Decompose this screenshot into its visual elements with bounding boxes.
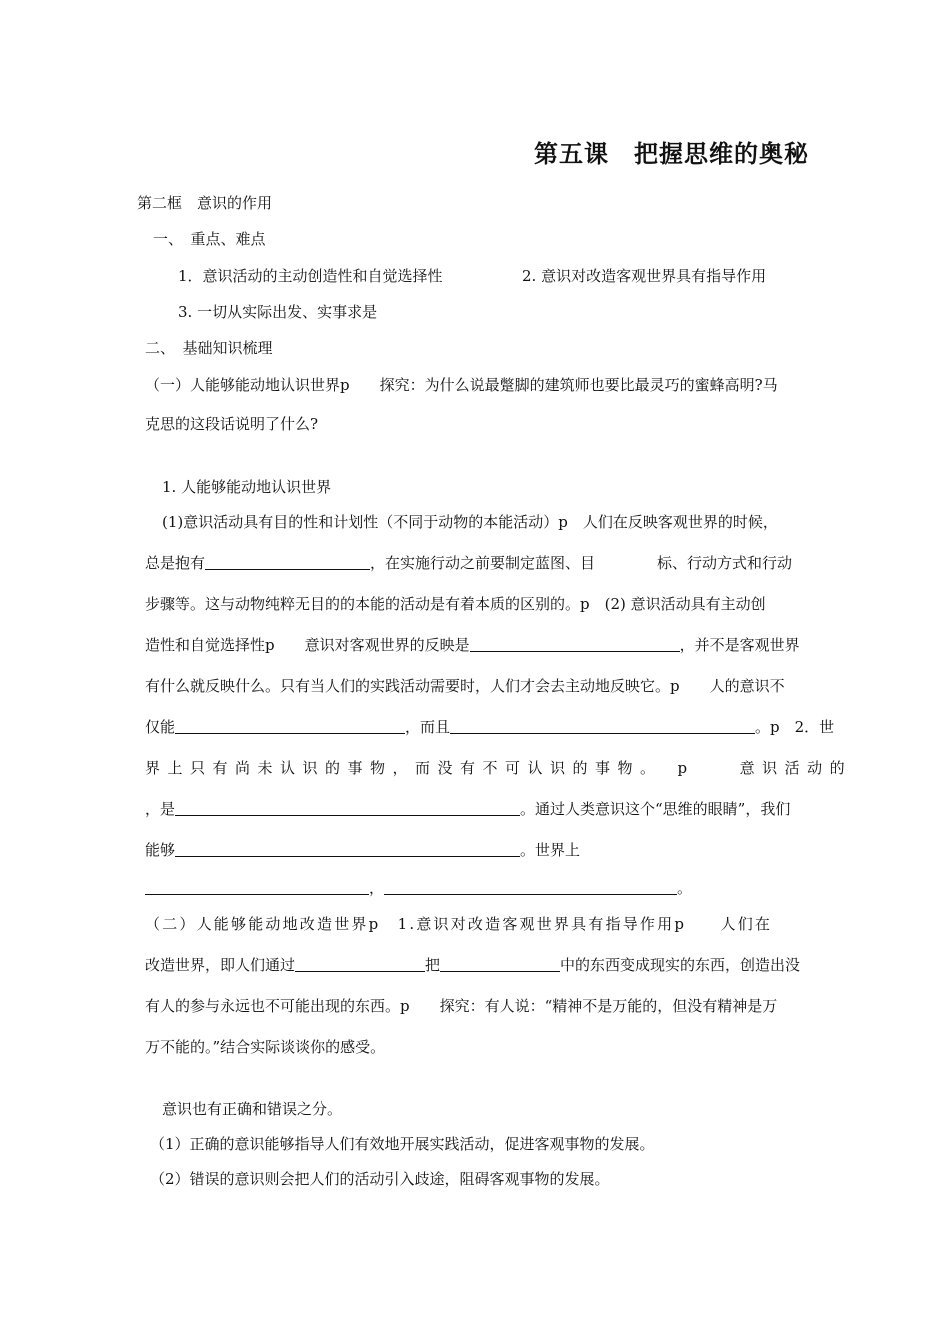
part2-line-4: 万不能的。”结合实际谈谈你的感受。 [145,1038,386,1056]
fill-blank-2[interactable] [470,637,680,652]
text: 中的东西变成现实的东西，创造出没 [560,956,801,974]
note-3: （2）错误的意识则会把人们的活动引入歧途，阻碍客观事物的发展。 [150,1170,610,1188]
key-point-1: 1．意识活动的主动创造性和自觉选择性 [178,267,443,285]
text: 改造世界，即人们通过 [145,956,296,974]
text: 总是抱有 [145,554,206,572]
text: 。世界上 [520,841,581,859]
text: ，而且 [405,718,451,736]
text: ， [369,879,385,897]
text: 。通过人类意识这个“思维的眼睛”，我们 [520,800,791,818]
text: 。p 2．世 [755,718,835,736]
note-1: 意识也有正确和错误之分。 [162,1100,343,1118]
fill-blank-7[interactable] [145,880,369,895]
part2-line-1: （二）人能够能动地改造世界p 1.意识对改造客观世界具有指导作用p 人们在 [145,915,773,933]
fill-blank-4[interactable] [450,719,755,734]
text: ，在实施行动之前要制定蓝图、目 [370,554,596,572]
fill-blank-3[interactable] [175,719,405,734]
text: 造性和自觉选择性p 意识对客观世界的反映是 [145,636,470,654]
text: 标、行动方式和行动 [657,554,793,572]
part2-line-3: 有人的参与永远也不可能出现的东西。p 探究：有人说：“精神不是万能的，但没有精神是万 [145,997,778,1015]
fill-blank-10[interactable] [440,957,560,972]
page-title: 第五课 把握思维的奥秘 [534,140,809,168]
text: ，并不是客观世界 [679,636,800,654]
fill-blank-5[interactable] [175,801,520,816]
paragraph-line-7: 界上只有尚未认识的事物，而没有不可认识的事物。 p 意识活动的 [145,759,853,777]
text: 。 [677,879,693,897]
part1-line-1: （一）人能够能动地认识世界p 探究：为什么说最蹩脚的建筑师也要比最灵巧的蜜蜂高明?马 [145,376,778,394]
text: ，是 [145,800,176,818]
paragraph-line-1: (1)意识活动具有目的性和计划性（不同于动物的本能活动）p 人们在反映客观世界的时候， [162,513,778,531]
paragraph-line-10 [145,878,855,898]
fill-blank-9[interactable] [295,957,425,972]
text: 能够 [145,841,176,859]
section1-heading: 一、 重点、难点 [153,230,266,248]
part2-line-2 [145,955,855,975]
fill-blank-6[interactable] [175,842,520,857]
note-2: （1）正确的意识能够指导人们有效地开展实践活动，促进客观事物的发展。 [150,1135,655,1153]
fill-blank-8[interactable] [384,880,677,895]
text: 仅能 [145,718,176,736]
part1-line-2: 克思的这段话说明了什么? [145,415,319,433]
section-subtitle: 第二框 意识的作用 [137,194,273,212]
key-point-3: 3. 一切从实际出发、实事求是 [178,303,378,321]
paragraph-line-4 [145,635,855,655]
key-point-2: 2. 意识对改造客观世界具有指导作用 [522,267,767,285]
paragraph-line-6 [145,717,855,737]
fill-blank-1[interactable] [205,555,370,570]
sub1-heading: 1. 人能够能动地认识世界 [162,478,332,496]
paragraph-line-9 [145,840,855,860]
paragraph-line-5: 有什么就反映什么。只有当人们的实践活动需要时，人们才会去主动地反映它。p 人的意识不 [145,677,785,695]
section2-heading: 二、 基础知识梳理 [145,339,273,357]
text: 把 [425,956,441,974]
paragraph-line-3: 步骤等。这与动物纯粹无目的的本能的活动是有着本质的区别的。p (2) 意识活动具有主动创 [145,595,766,613]
paragraph-line-2 [145,553,855,573]
paragraph-line-8 [145,799,855,819]
